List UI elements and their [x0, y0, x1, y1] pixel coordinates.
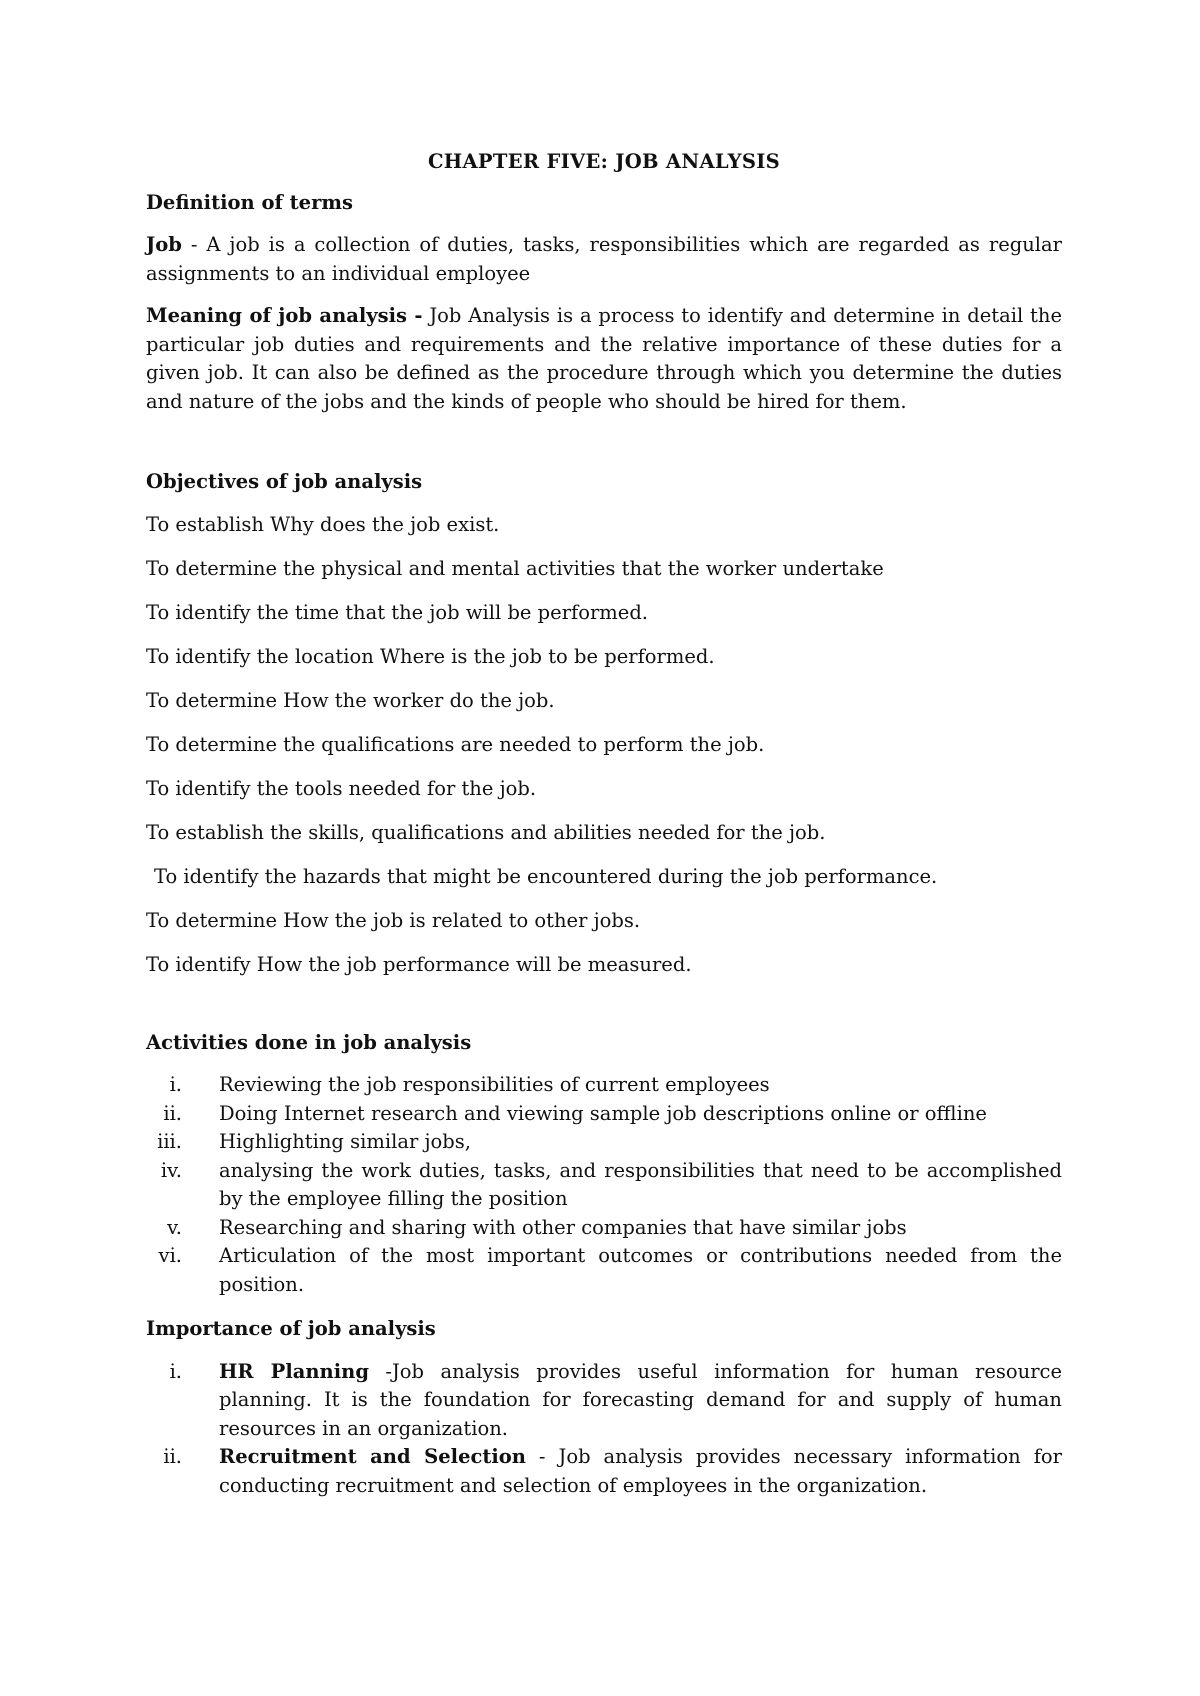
- list-number: ii.: [163, 1445, 182, 1468]
- importance-term: Recruitment and Selection: [219, 1445, 526, 1468]
- importance-heading: Importance of job analysis: [146, 1317, 436, 1340]
- job-analysis-meaning: [146, 302, 1062, 416]
- objective-item: To establish Why does the job exist.: [146, 512, 500, 536]
- objective-item: To establish the skills, qualifications and abilities needed for the job.: [146, 820, 826, 844]
- list-number: vi.: [158, 1244, 182, 1267]
- objective-item: To determine How the job is related to other jobs.: [146, 908, 641, 932]
- objective-item: To determine the physical and mental activities that the worker undertake: [146, 556, 884, 580]
- activity-text: Highlighting similar jobs,: [219, 1130, 471, 1153]
- objective-item: To identify How the job performance will be measured.: [146, 952, 692, 976]
- spacer: [146, 995, 1062, 1029]
- list-number: i.: [169, 1073, 182, 1096]
- activity-text: analysing the work duties, tasks, and responsibilities that need to be accomplished by the employee filling the position: [219, 1158, 1062, 1210]
- activity-text: Researching and sharing with other companies that have similar jobs: [219, 1215, 907, 1239]
- document-body: [146, 148, 1062, 1516]
- objective-item: To identify the time that the job will be performed.: [146, 600, 649, 624]
- objective-item: To determine the qualifications are needed to perform the job.: [146, 732, 765, 756]
- job-term: Job: [146, 233, 182, 256]
- activity-text: Articulation of the most important outcomes or contributions needed from the position.: [219, 1244, 1062, 1296]
- objective-item: To identify the location Where is the job to be performed.: [146, 644, 715, 668]
- objective-item: To identify the tools needed for the job.: [146, 776, 537, 800]
- activities-list: [146, 1071, 1062, 1299]
- activity-text: Reviewing the job responsibilities of current employees: [219, 1073, 770, 1096]
- list-number: ii.: [163, 1101, 182, 1125]
- job-analysis-meaning-text: Job Analysis is a process to identify and determine in detail the particular job duties and requirements and the relative importance of these duties for a given job. It can also be defined as the procedure through which you determine the duties and nature of the jobs and the kinds of people who should be hired for them.: [146, 304, 1062, 413]
- importance-item: [146, 1443, 1062, 1500]
- objectives-list: [146, 511, 1062, 980]
- definitions-heading: Definition of terms: [146, 190, 353, 214]
- activity-item: [146, 1157, 1062, 1214]
- list-number: v.: [167, 1215, 182, 1239]
- importance-list: [146, 1358, 1062, 1501]
- list-number: i.: [169, 1359, 182, 1383]
- job-analysis-term: Meaning of job analysis -: [146, 304, 423, 327]
- activities-heading: Activities done in job analysis: [146, 1030, 472, 1054]
- activity-text: Doing Internet research and viewing sample job descriptions online or offline: [219, 1101, 987, 1125]
- objective-item: To determine How the worker do the job.: [146, 688, 555, 712]
- job-definition-text: - A job is a collection of duties, tasks, responsibilities which are regarded as regular assignments to an individual employee: [146, 233, 1062, 285]
- importance-text: -Job analysis provides useful information for human resource planning. It is the foundation for forecasting demand for and supply of human resources in an organization.: [219, 1359, 1062, 1440]
- activity-item: [146, 1242, 1062, 1299]
- spacer: [146, 430, 1062, 468]
- importance-item: [146, 1358, 1062, 1444]
- importance-term: HR Planning: [219, 1359, 369, 1383]
- list-number: iii.: [157, 1130, 182, 1153]
- importance-text: - Job analysis provides necessary information for conducting recruitment and selection of employees in the organization.: [219, 1445, 1062, 1497]
- chapter-title: CHAPTER FIVE: JOB ANALYSIS: [427, 150, 781, 173]
- objective-item: To identify the hazards that might be encountered during the job performance.: [154, 864, 938, 888]
- activity-item: [146, 1100, 1062, 1129]
- activity-item: [146, 1128, 1062, 1157]
- list-number: iv.: [160, 1158, 182, 1182]
- objectives-heading: Objectives of job analysis: [146, 470, 423, 493]
- activity-item: [146, 1071, 1062, 1100]
- activity-item: [146, 1214, 1062, 1243]
- job-definition: [146, 231, 1062, 288]
